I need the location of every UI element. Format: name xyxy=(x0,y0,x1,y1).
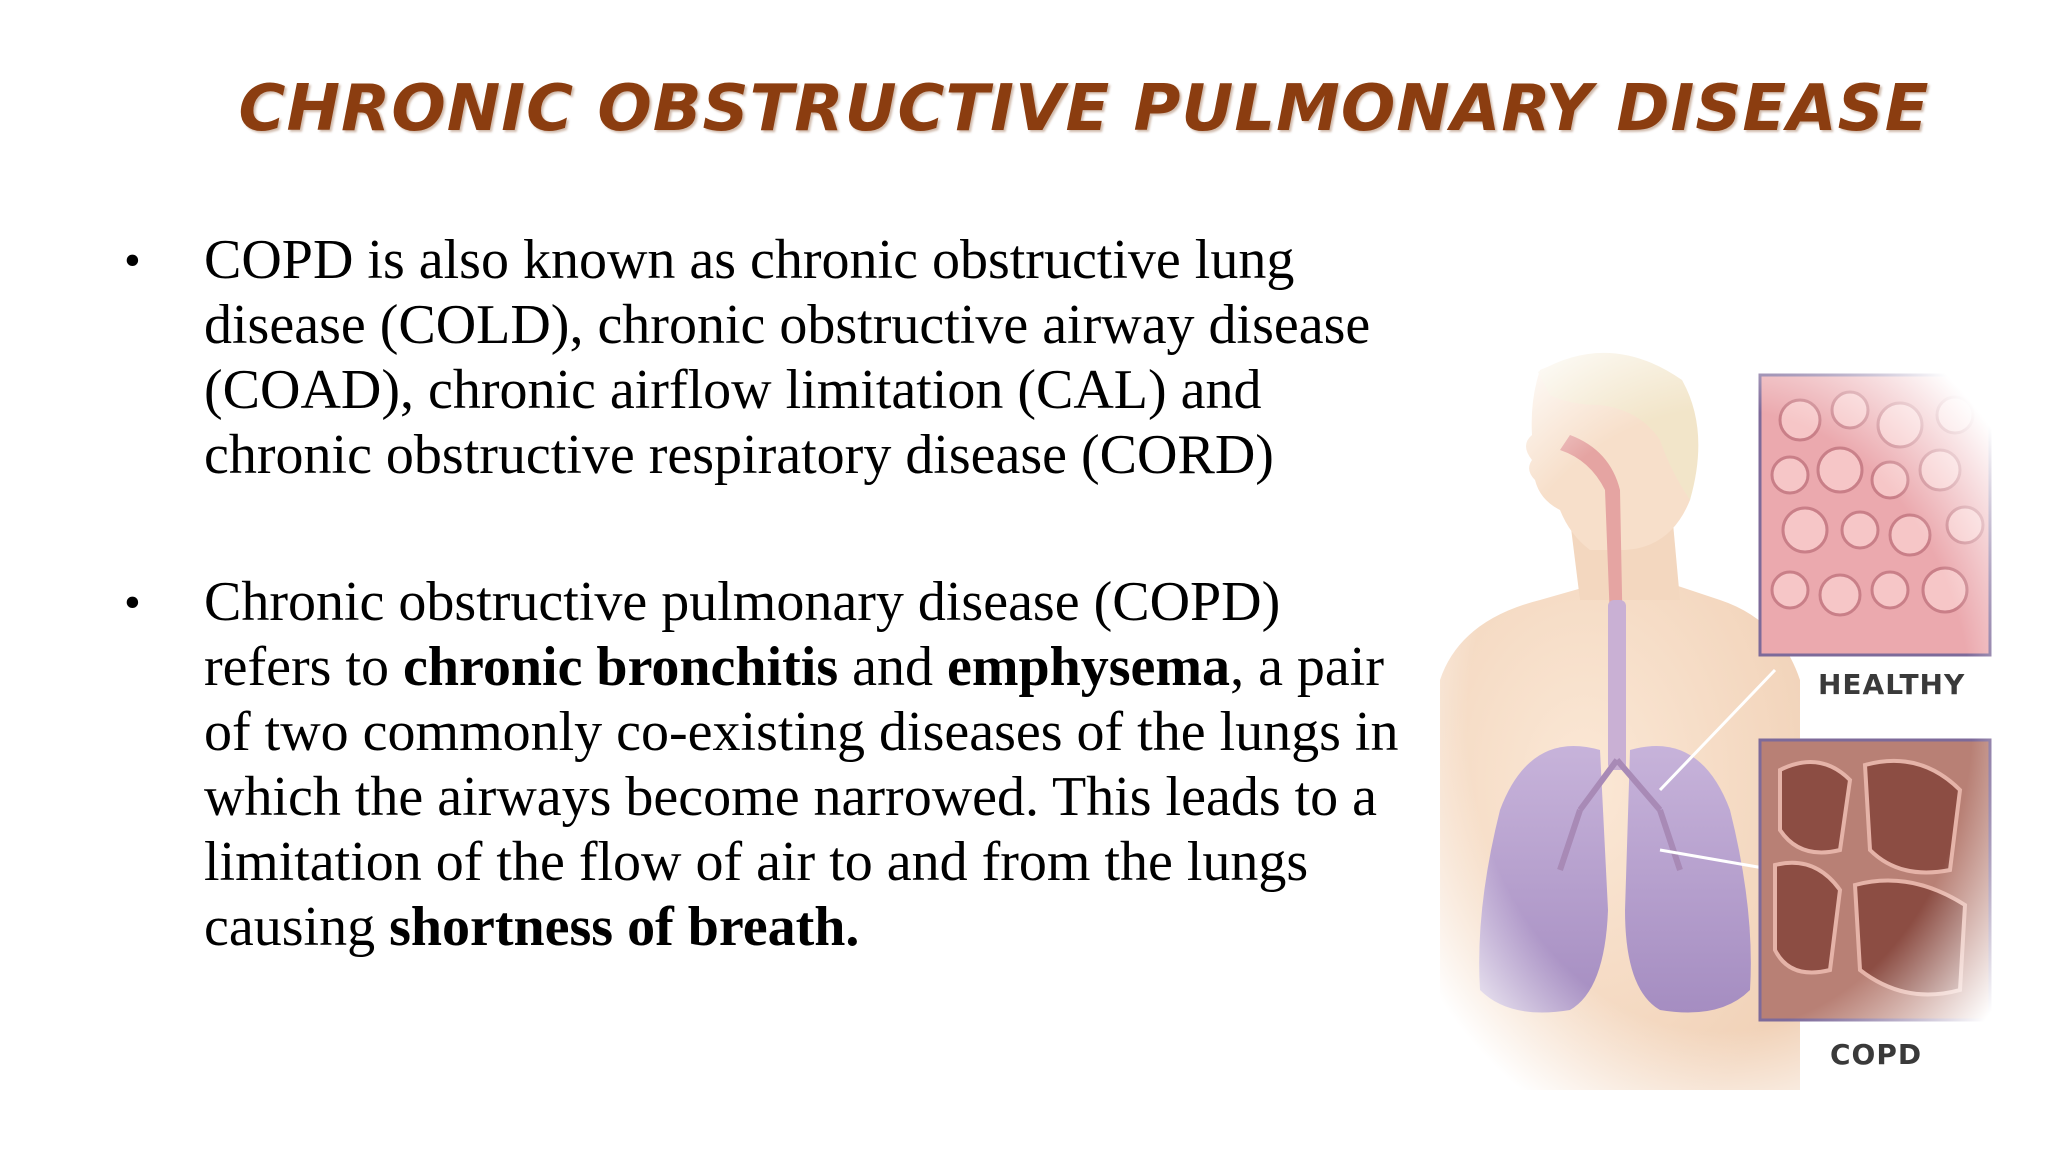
bullet-list xyxy=(120,228,1410,1042)
copd-label: COPD xyxy=(1830,1038,1923,1071)
bullet-dot: • xyxy=(124,234,141,287)
copd-illustration xyxy=(1420,350,2020,1090)
image-fade xyxy=(1420,350,2020,1090)
anatomy-illustration xyxy=(1420,350,2020,1090)
bullet-text: COPD is also known as chronic obstructive lung disease (COLD), chronic obstructive airway disease (COAD), chronic airflow limitation (CAL) and chronic obstructive respiratory disease (CORD) xyxy=(204,229,1371,486)
bullet-text: Chronic obstructive pulmonary disease (COPD) refers to chronic bronchitis and emphysema, a pair of two commonly co-existing diseases of the lungs in which the airways become narrowed. This leads to a limitation of the flow of air to and from the lungs causing shortness of breath. xyxy=(204,571,1399,958)
bullet-dot: • xyxy=(124,576,141,629)
bullet-item xyxy=(120,570,1410,960)
healthy-label: HEALTHY xyxy=(1818,668,1966,701)
bullet-item xyxy=(120,228,1410,488)
slide-title: CHRONIC OBSTRUCTIVE PULMONARY DISEASE xyxy=(238,72,1930,146)
